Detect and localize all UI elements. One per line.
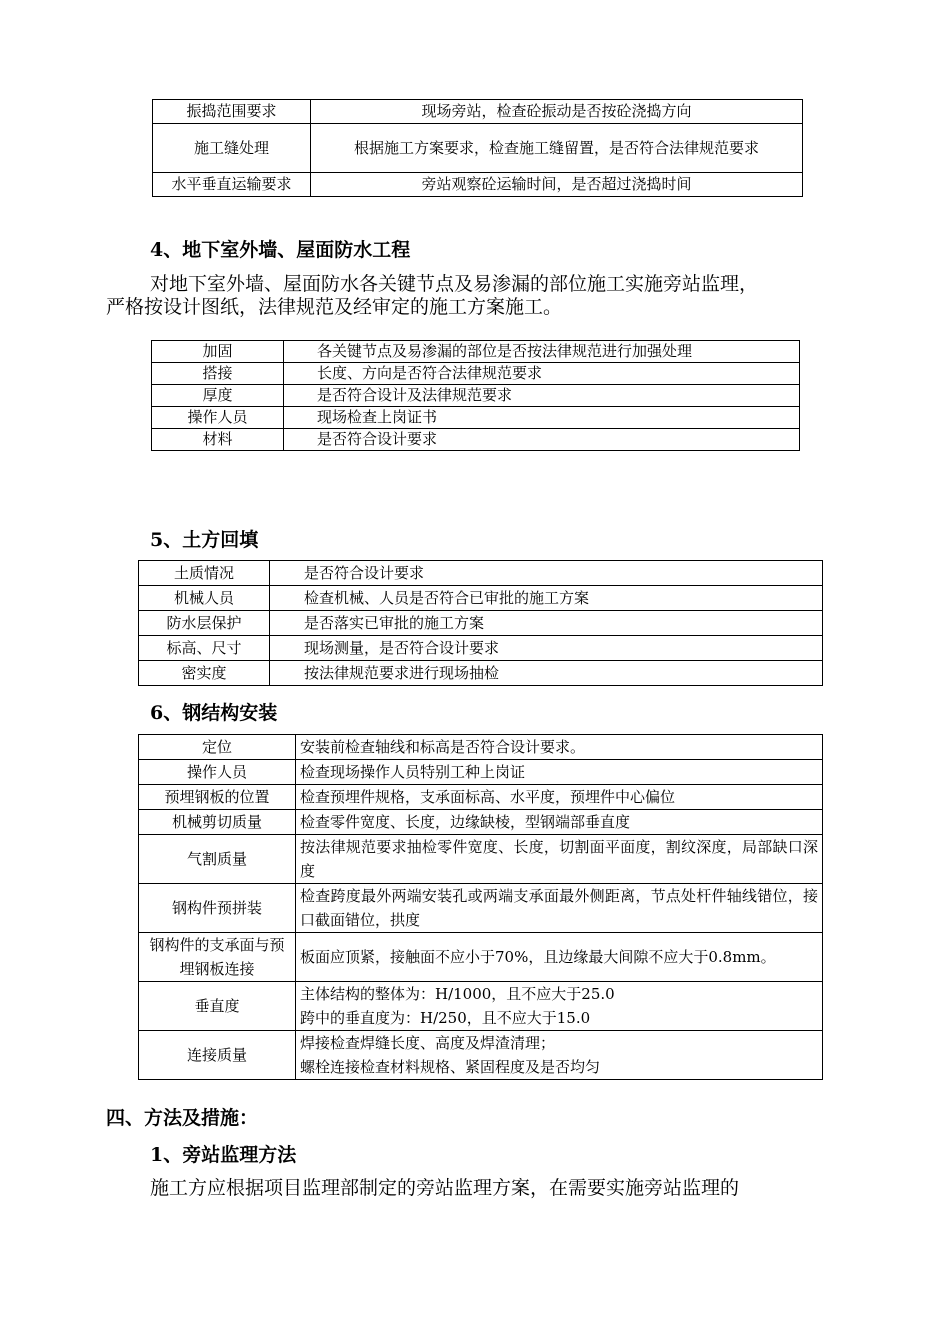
table-cell-desc: 检查零件宽度、长度，边缘缺棱，型钢端部垂直度 bbox=[296, 810, 823, 835]
table-row bbox=[139, 636, 823, 661]
table-waterproofing-checks bbox=[151, 340, 800, 451]
table-row bbox=[139, 933, 823, 982]
table-row bbox=[152, 341, 800, 363]
table-cell-item: 土质情况 bbox=[139, 561, 270, 586]
table-row bbox=[152, 363, 800, 385]
table-row bbox=[139, 735, 823, 760]
table-cell-desc: 检查机械、人员是否符合已审批的施工方案 bbox=[270, 586, 823, 611]
table-row bbox=[152, 429, 800, 451]
table-cell-item: 加固 bbox=[152, 341, 284, 363]
table-cell-desc: 现场测量，是否符合设计要求 bbox=[270, 636, 823, 661]
chapter-heading-methods: 四、方法及措施： bbox=[106, 1107, 259, 1129]
table-cell-desc: 现场旁站，检查砼振动是否按砼浇捣方向 bbox=[311, 100, 803, 124]
table-cell-item: 操作人员 bbox=[139, 760, 296, 785]
table-cell-desc: 是否符合设计要求 bbox=[270, 561, 823, 586]
table-row bbox=[139, 884, 823, 933]
table-cell-item: 定位 bbox=[139, 735, 296, 760]
table-cell-item: 钢构件的支承面与预埋钢板连接 bbox=[139, 933, 296, 982]
paragraph-line: 施工方应根据项目监理部制定的旁站监理方案，在需要实施旁站监理的 bbox=[150, 1177, 740, 1199]
table-row bbox=[139, 561, 823, 586]
table-cell-desc: 长度、方向是否符合法律规范要求 bbox=[284, 363, 800, 385]
table-cell-item: 机械剪切质量 bbox=[139, 810, 296, 835]
table-row bbox=[139, 1031, 823, 1080]
table-cell-item: 振捣范围要求 bbox=[153, 100, 311, 124]
table-cell-item: 机械人员 bbox=[139, 586, 270, 611]
table-cell-desc: 按法律规范要求抽检零件宽度、长度，切割面平面度，割纹深度，局部缺口深度 bbox=[296, 835, 823, 884]
table-cell-desc: 各关键节点及易渗漏的部位是否按法律规范进行加强处理 bbox=[284, 341, 800, 363]
table-row bbox=[152, 407, 800, 429]
table-cell-desc: 根据施工方案要求，检查施工缝留置，是否符合法律规范要求 bbox=[311, 124, 803, 173]
table-row bbox=[153, 124, 803, 173]
desc-line: 螺栓连接检查材料规格、紧固程度及是否均匀 bbox=[300, 1058, 601, 1076]
section-heading-steel-structure: 6、钢结构安装 bbox=[150, 702, 278, 724]
paragraph-line: 严格按设计图纸，法律规范及经审定的施工方案施工。 bbox=[106, 296, 563, 318]
table-cell-desc: 现场检查上岗证书 bbox=[284, 407, 800, 429]
table-row bbox=[139, 835, 823, 884]
table-row bbox=[152, 385, 800, 407]
table-cell-item: 厚度 bbox=[152, 385, 284, 407]
table-steel-checks bbox=[138, 734, 823, 1080]
desc-line: 主体结构的整体为：H/1000，且不应大于25.0 bbox=[300, 985, 615, 1003]
section-heading-waterproofing: 4、地下室外墙、屋面防水工程 bbox=[150, 239, 411, 261]
table-cell-desc: 是否落实已审批的施工方案 bbox=[270, 611, 823, 636]
table-cell-desc: 是否符合设计及法律规范要求 bbox=[284, 385, 800, 407]
table-row bbox=[139, 982, 823, 1031]
table-cell-item: 防水层保护 bbox=[139, 611, 270, 636]
table-row bbox=[139, 760, 823, 785]
table-row bbox=[139, 661, 823, 686]
table-cell-desc: 检查现场操作人员特别工种上岗证 bbox=[296, 760, 823, 785]
table-cell-desc: 旁站观察砼运输时间，是否超过浇捣时间 bbox=[311, 173, 803, 197]
table-row bbox=[139, 586, 823, 611]
table-cell-desc: 检查预埋件规格，支承面标高、水平度，预埋件中心偏位 bbox=[296, 785, 823, 810]
table-concrete-checks bbox=[152, 99, 803, 197]
table-row bbox=[139, 611, 823, 636]
table-cell-item: 密实度 bbox=[139, 661, 270, 686]
table-cell-desc bbox=[296, 982, 823, 1031]
table-cell-item: 垂直度 bbox=[139, 982, 296, 1031]
table-cell-desc: 按法律规范要求进行现场抽检 bbox=[270, 661, 823, 686]
table-cell-item: 操作人员 bbox=[152, 407, 284, 429]
table-cell-item: 搭接 bbox=[152, 363, 284, 385]
table-cell-desc: 板面应顶紧，接触面不应小于70%，且边缘最大间隙不应大于0.8mm。 bbox=[296, 933, 823, 982]
table-cell-desc: 检查跨度最外两端安装孔或两端支承面最外侧距离，节点处杆件轴线错位，接口截面错位，拱度 bbox=[296, 884, 823, 933]
table-cell-item: 连接质量 bbox=[139, 1031, 296, 1080]
table-cell-item: 水平垂直运输要求 bbox=[153, 173, 311, 197]
paragraph-line: 对地下室外墙、屋面防水各关键节点及易渗漏的部位施工实施旁站监理， bbox=[150, 273, 759, 295]
table-row bbox=[153, 173, 803, 197]
table-cell-item: 钢构件预拼装 bbox=[139, 884, 296, 933]
table-cell-desc: 是否符合设计要求 bbox=[284, 429, 800, 451]
section-heading-supervision-method: 1、旁站监理方法 bbox=[150, 1144, 297, 1166]
table-row bbox=[153, 100, 803, 124]
table-cell-desc bbox=[296, 1031, 823, 1080]
table-cell-desc: 安装前检查轴线和标高是否符合设计要求。 bbox=[296, 735, 823, 760]
table-row bbox=[139, 785, 823, 810]
desc-line: 跨中的垂直度为：H/250，且不应大于15.0 bbox=[300, 1009, 591, 1027]
table-cell-item: 材料 bbox=[152, 429, 284, 451]
table-backfill-checks bbox=[138, 560, 823, 686]
table-cell-item: 施工缝处理 bbox=[153, 124, 311, 173]
desc-line: 焊接检查焊缝长度、高度及焊渣清理； bbox=[300, 1034, 556, 1052]
table-cell-item: 气割质量 bbox=[139, 835, 296, 884]
table-cell-item: 标高、尺寸 bbox=[139, 636, 270, 661]
table-cell-item: 预埋钢板的位置 bbox=[139, 785, 296, 810]
table-row bbox=[139, 810, 823, 835]
section-heading-backfill: 5、土方回填 bbox=[150, 529, 259, 551]
